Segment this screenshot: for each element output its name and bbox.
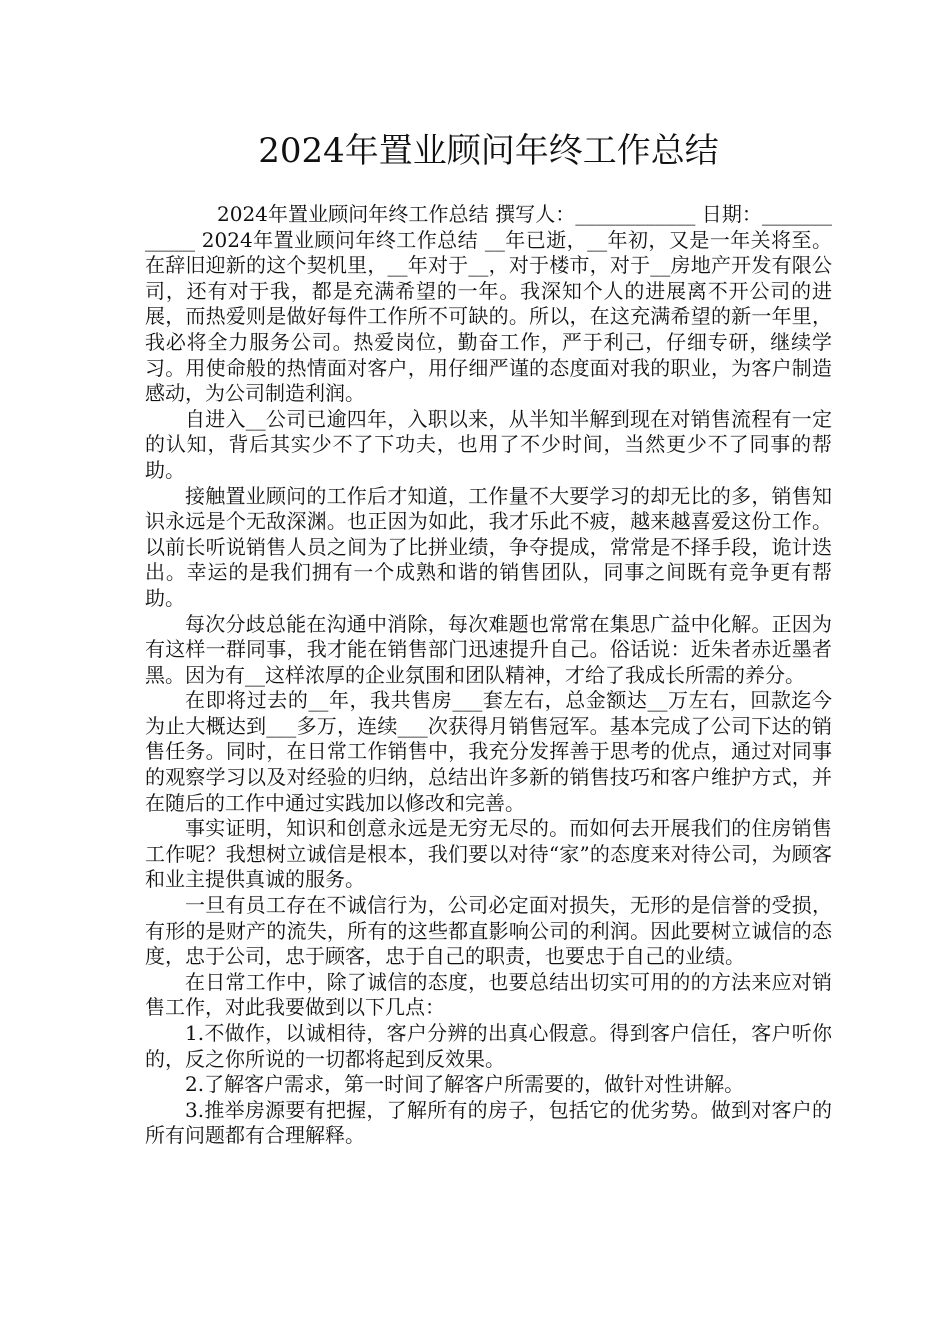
document-body [145, 202, 832, 1149]
paragraph-methods: 在日常工作中，除了诚信的态度，也要总结出切实可用的的方法来应对销售工作，对此我要做到以下几点： [145, 969, 832, 1020]
document-title: 2024年置业顾问年终工作总结 [258, 131, 719, 171]
paragraph-team: 每次分歧总能在沟通中消除，每次难题也常常在集思广益中化解。正因为有这样一群同事，我才能在销售部门迅速提升自己。俗话说：近朱者赤近墨者黑。因为有__这样浓厚的企业氛围和团队精神，才给了我成长所需的养分。 [145, 611, 832, 687]
paragraph-learning: 接触置业顾问的工作后才知道，工作量不大要学习的却无比的多，销售知识永远是个无敌深渊。也正因为如此，我才乐此不疲，越来越喜爱这份工作。以前长听说销售人员之间为了比拼业绩，争夺提成，常常是不择手段，诡计迭出。幸运的是我们拥有一个成熟和谐的销售团队，同事之间既有竞争更有帮助。 [145, 483, 832, 610]
paragraph-sales-results: 在即将过去的__年，我共售房___套左右，总金额达__万左右，回款迄今为止大概达到___多万，连续___次获得月销售冠军。基本完成了公司下达的销售任务。同时，在日常工作销售中，我充分发挥善于思考的优点，通过对同事的观察学习以及对经验的归纳，总结出许多新的销售技巧和客户维护方式，并在随后的工作中通过实践加以修改和完善。 [145, 688, 832, 815]
paragraph-integrity: 事实证明，知识和创意永远是无穷无尽的。而如何去开展我们的住房销售工作呢？我想树立诚信是根本，我们要以对待“家”的态度来对待公司，为顾客和业主提供真诚的服务。 [145, 816, 832, 892]
list-item-3: 3.推举房源要有把握，了解所有的房子，包括它的优劣势。做到对客户的所有问题都有合理解释。 [145, 1097, 832, 1148]
paragraph-joining-company: 自进入__公司已逾四年，入职以来，从半知半解到现在对销售流程有一定的认知，背后其实少不了下功夫，也用了不少时间，当然更少不了同事的帮助。 [145, 406, 832, 482]
paragraph-intro: 2024年置业顾问年终工作总结 撰写人：____________ 日期：____________ 2024年置业顾问年终工作总结 __年已逝，__年初，又是一年关将至。在辞旧迎新的这个契机里，__年对于__，对于楼市，对于__房地产开发有限公司，还有对于我，都是充满希望的一年。我深知个人的进展离不开公司的进展，而热爱则是做好每件工作所不可缺的。所以，在这充满希望的新一年里，我必将全力服务公司。热爱岗位，勤奋工作，严于利己，仔细专研，继续学习。用使命般的热情面对客户，用仔细严谨的态度面对我的职业，为客户制造感动，为公司制造利润。 [145, 202, 832, 406]
paragraph-loss: 一旦有员工存在不诚信行为，公司必定面对损失，无形的是信誉的受损，有形的是财产的流失，所有的这些都直影响公司的利润。因此要树立诚信的态度，忠于公司，忠于顾客，忠于自己的职责，也要忠于自己的业绩。 [145, 893, 832, 969]
list-item-1: 1.不做作，以诚相待，客户分辨的出真心假意。得到客户信任，客户听你的，反之你所说的一切都将起到反效果。 [145, 1021, 832, 1071]
list-item-2: 2.了解客户需求，第一时间了解客户所需要的，做针对性讲解。 [185, 1072, 745, 1097]
